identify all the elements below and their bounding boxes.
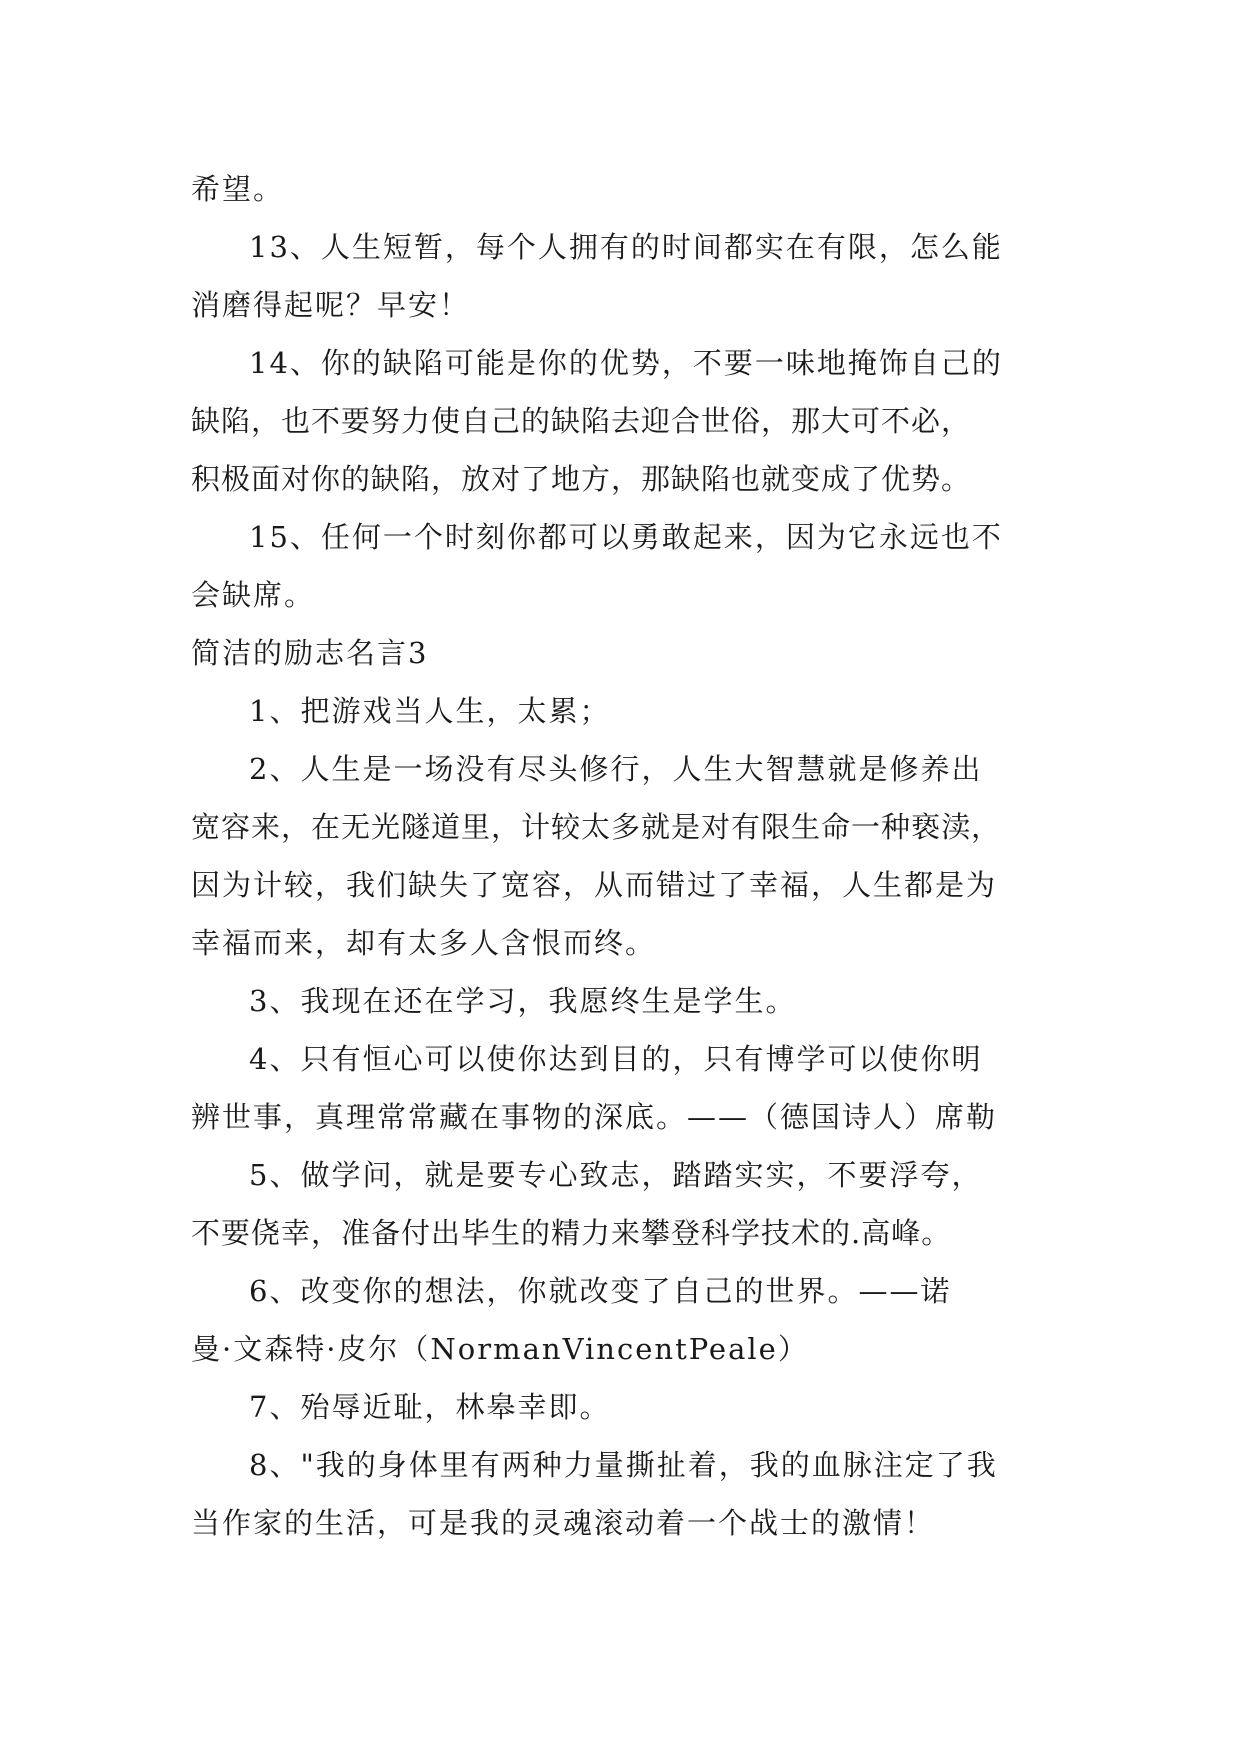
list-item-7: 7、殆辱近耻，林皋幸即。: [249, 1390, 611, 1424]
list-item-5: 5、做学问，就是要专心致志，踏踏实实，不要浮夸，: [249, 1158, 983, 1192]
text-line: 缺陷，也不要努力使自己的缺陷去迎合世俗，那大可不必，: [191, 404, 972, 438]
text-line: 消磨得起呢？早安！: [191, 288, 471, 322]
list-item-6: 6、改变你的想法，你就改变了自己的世界。——诺: [249, 1274, 952, 1308]
list-item-8: 8、"我的身体里有两种力量撕扯着，我的血脉注定了我: [249, 1448, 998, 1482]
text-line: 曼·文森特·皮尔（NormanVincentPeale）: [191, 1332, 809, 1366]
text-line: 积极面对你的缺陷，放对了地方，那缺陷也就变成了优势。: [191, 462, 972, 496]
text-line: 幸福而来，却有太多人含恨而终。: [191, 926, 657, 960]
text-line: 希望。: [191, 172, 285, 206]
list-item-4: 4、只有恒心可以使你达到目的，只有博学可以使你明: [249, 1042, 983, 1076]
list-item-13: 13、人生短暂，每个人拥有的时间都实在有限，怎么能: [249, 230, 1003, 264]
list-item-15: 15、任何一个时刻你都可以勇敢起来，因为它永远也不: [249, 520, 1003, 554]
text-line: 不要侥幸，准备付出毕生的精力来攀登科学技术的.高峰。: [191, 1216, 952, 1250]
text-line: 宽容来，在无光隧道里，计较太多就是对有限生命一种亵渎，: [191, 810, 1002, 844]
list-item-3: 3、我现在还在学习，我愿终生是学生。: [249, 984, 797, 1018]
text-line: 辨世事，真理常常藏在事物的深底。——（德国诗人）席勒: [191, 1100, 998, 1134]
section-heading: 简洁的励志名言3: [191, 636, 429, 670]
list-item-2: 2、人生是一场没有尽头修行，人生大智慧就是修养出: [249, 752, 983, 786]
text-line: 会缺席。: [191, 578, 316, 612]
text-line: 当作家的生活，可是我的灵魂滚动着一个战士的激情！: [191, 1506, 936, 1540]
list-item-14: 14、你的缺陷可能是你的优势，不要一味地掩饰自己的: [249, 346, 1003, 380]
list-item-1: 1、把游戏当人生，太累；: [249, 694, 611, 728]
document-body: [191, 160, 1051, 1552]
text-line: 因为计较，我们缺失了宽容，从而错过了幸福，人生都是为: [191, 868, 998, 902]
